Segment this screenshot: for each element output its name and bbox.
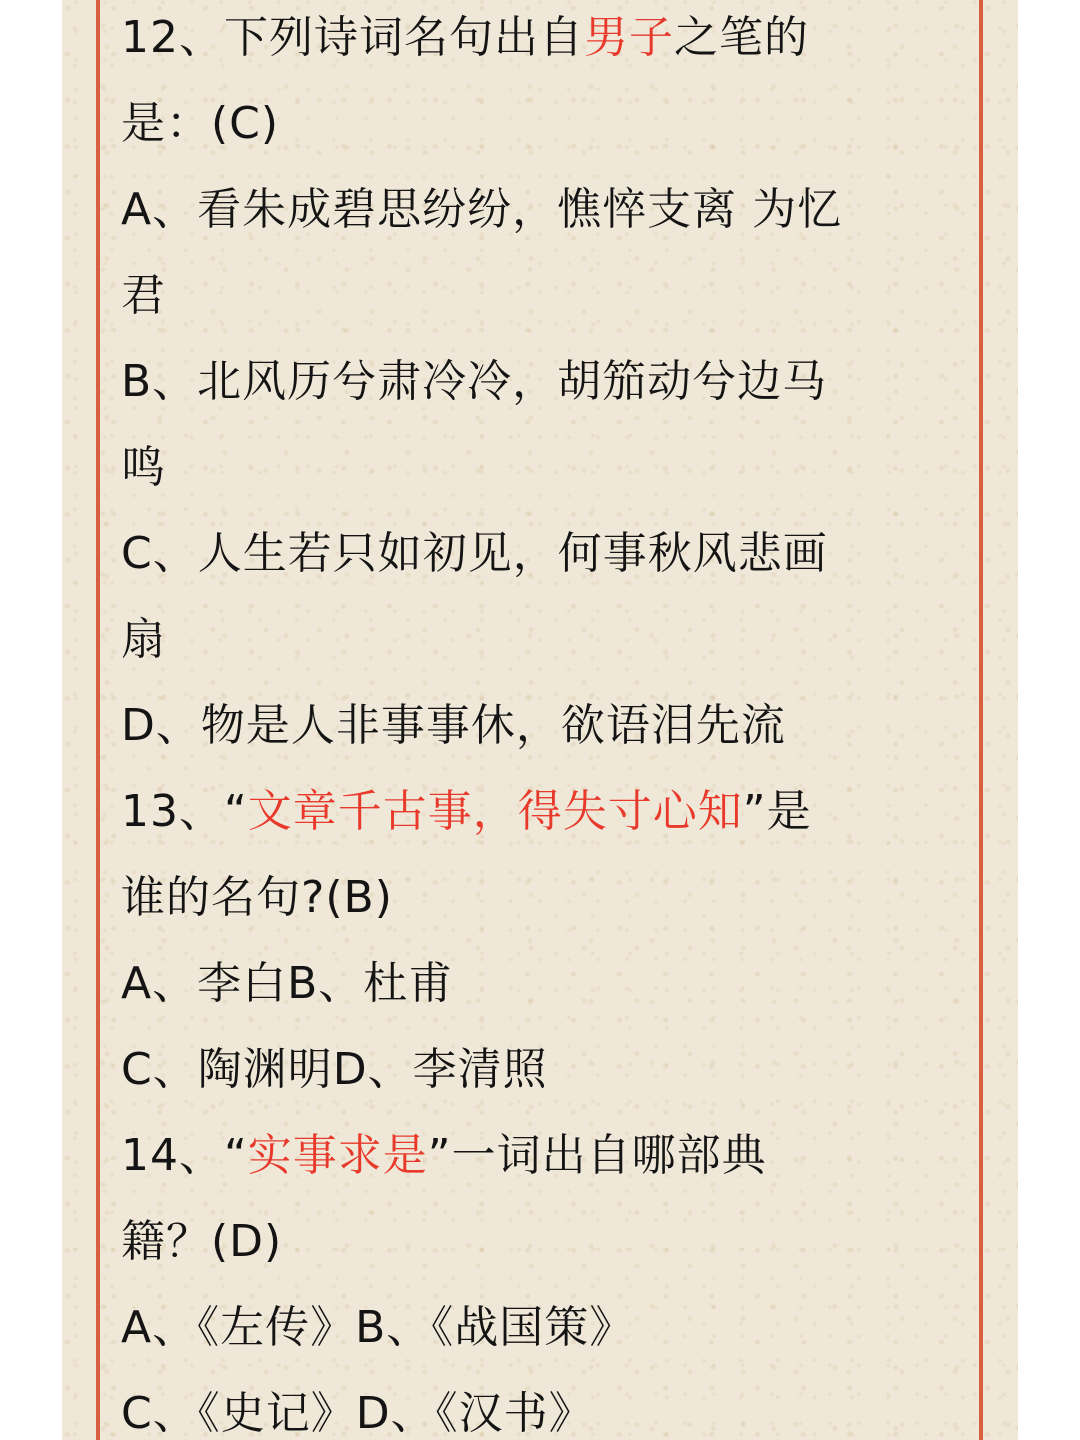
question-answer-line: 谁的名句?(B)	[121, 872, 393, 923]
options-c-d: C、《史记》D、《汉书》	[121, 1388, 594, 1439]
left-border-line	[96, 0, 100, 1440]
question-text-line	[121, 1113, 971, 1199]
option-c: C、人生若只如初见，何事秋风悲画	[121, 528, 828, 579]
question-14	[121, 1113, 971, 1440]
question-13	[121, 769, 971, 1113]
text-segment: 13、“	[121, 786, 248, 837]
option-a: A、看朱成碧思纷纷，憔悴支离 为忆	[121, 184, 843, 235]
question-answer-line: 籍？(D)	[121, 1216, 283, 1267]
highlighted-text: 男子	[584, 12, 674, 63]
question-answer-line: 是：(C)	[121, 98, 280, 149]
highlighted-text: 实事求是	[247, 1130, 428, 1181]
text-segment: ”是	[742, 786, 812, 837]
text-segment: 12、下列诗词名句出自	[121, 12, 584, 63]
option-d: D、物是人非事事休，欲语泪先流	[121, 700, 786, 751]
options-a-b: A、《左传》B、《战国策》	[121, 1302, 635, 1353]
question-text-line	[121, 0, 971, 81]
option-b-continued: 鸣	[121, 442, 166, 493]
text-segment: ”一词出自哪部典	[427, 1130, 767, 1181]
option-c-continued: 扇	[121, 614, 166, 665]
text-segment: 之笔的	[674, 12, 809, 63]
question-text-line	[121, 769, 971, 855]
options-c-d: C、陶渊明D、李清照	[121, 1044, 548, 1095]
options-a-b: A、李白B、杜甫	[121, 958, 454, 1009]
quiz-content	[121, 0, 971, 1440]
right-border-line	[979, 0, 983, 1440]
highlighted-text: 文章千古事，得失寸心知	[247, 786, 743, 837]
text-segment: 14、“	[121, 1130, 248, 1181]
option-b: B、北风历兮肃冷冷，胡笳动兮边马	[121, 356, 828, 407]
option-a-continued: 君	[121, 270, 166, 321]
question-12	[121, 0, 971, 769]
